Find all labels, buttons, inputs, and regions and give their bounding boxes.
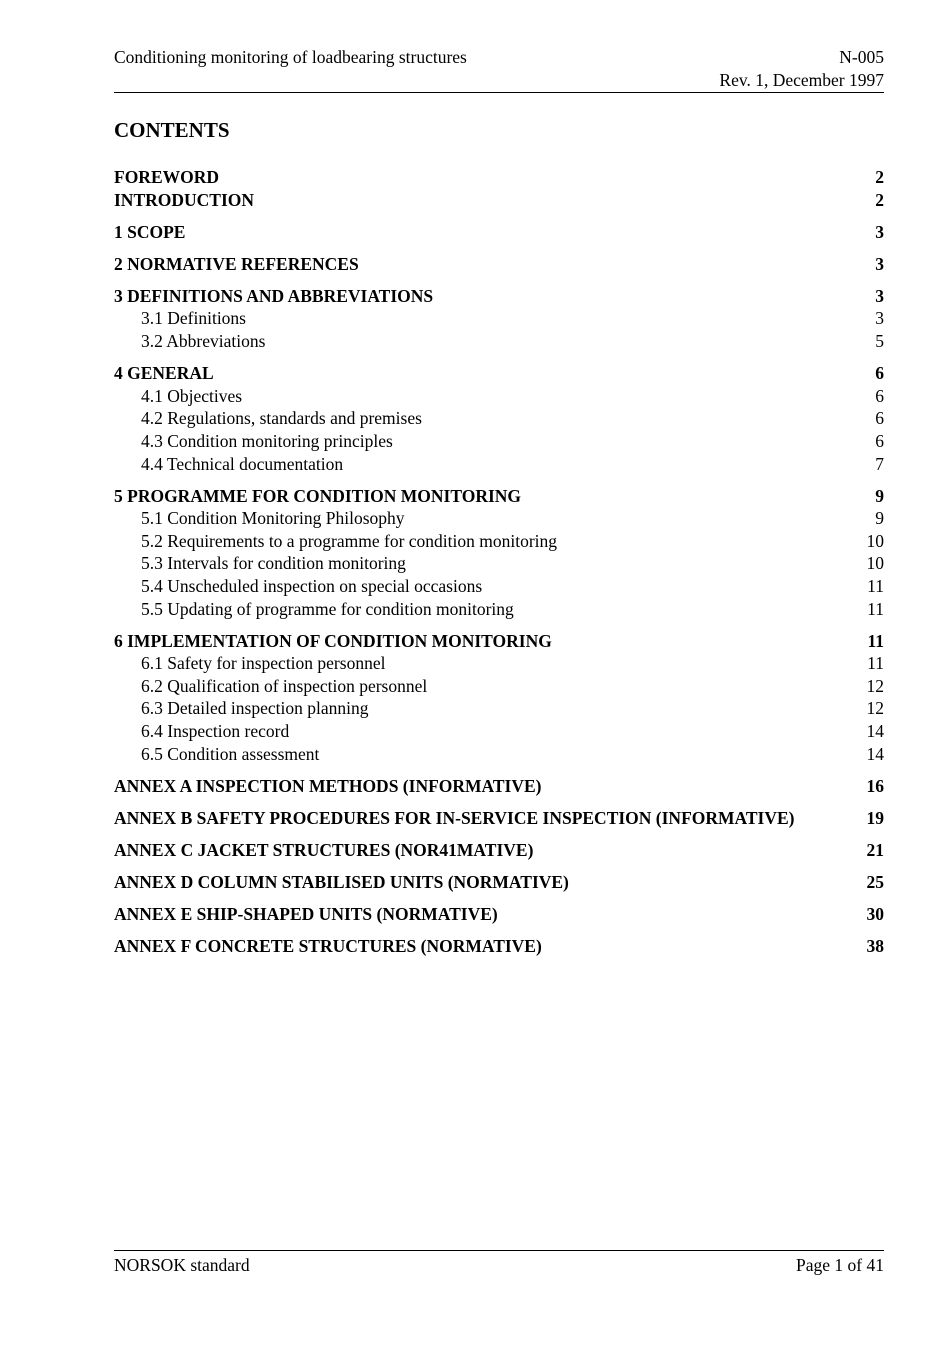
toc-subentry-page: 12 — [866, 675, 884, 696]
toc-subentry[interactable] — [114, 720, 884, 743]
toc-subentry-page: 11 — [867, 598, 884, 619]
toc-entry-page: 11 — [867, 630, 884, 651]
toc-entry-scope[interactable] — [114, 221, 884, 244]
toc-subentry-page: 11 — [867, 576, 884, 596]
toc-entry-page: 21 — [866, 839, 884, 860]
toc-entry-label: ANNEX B SAFETY PROCEDURES FOR IN-SERVICE INSPECTION (INFORMATIVE) — [114, 807, 795, 828]
toc-entry-label: ANNEX E SHIP-SHAPED UNITS (NORMATIVE) — [114, 904, 498, 925]
toc-entry-label: INTRODUCTION — [114, 189, 255, 210]
toc-subentry[interactable] — [114, 430, 884, 453]
toc-entry-normative-references[interactable] — [114, 253, 884, 276]
toc-subentry[interactable] — [114, 552, 884, 575]
toc-subentry-page: 6 — [875, 385, 884, 406]
footer-divider — [114, 1250, 884, 1251]
toc-entry-definitions[interactable] — [114, 285, 884, 308]
toc-subentry[interactable] — [114, 652, 884, 675]
toc-entry-label: 1 SCOPE — [114, 221, 186, 242]
toc-entry-page: 19 — [866, 807, 884, 828]
toc-entry-annex-e[interactable] — [114, 903, 884, 926]
toc-subentry-page: 6 — [875, 430, 884, 451]
toc-entry-label: 6 IMPLEMENTATION OF CONDITION MONITORING — [114, 630, 552, 651]
toc-entry-page: 3 — [875, 253, 884, 274]
toc-entry-page: 2 — [875, 189, 884, 210]
header-divider — [114, 92, 884, 93]
toc-entry-label: FOREWORD — [114, 167, 219, 187]
toc-subentry[interactable] — [114, 598, 884, 621]
toc-subentry[interactable] — [114, 330, 884, 353]
toc-subentry-label: 6.4 Inspection record — [141, 721, 290, 742]
toc-subentry[interactable] — [114, 530, 884, 553]
toc-entry-page: 30 — [866, 904, 884, 925]
toc-subentry-label: 6.2 Qualification of inspection personnel — [141, 675, 428, 696]
toc-subentry-page: 14 — [866, 721, 884, 742]
toc-subentry-page: 7 — [875, 453, 884, 474]
toc-entry-page: 25 — [866, 872, 884, 893]
toc-entry-page: 38 — [866, 936, 884, 957]
toc-subentry-label: 6.5 Condition assessment — [141, 743, 320, 764]
toc-entry-page: 9 — [875, 485, 884, 506]
toc-entry-annex-a[interactable] — [114, 775, 884, 798]
toc-subentry[interactable] — [114, 307, 884, 330]
toc-entry-label: ANNEX A INSPECTION METHODS (INFORMATIVE) — [114, 775, 542, 796]
toc-subentry-label: 3.2 Abbreviations — [141, 331, 266, 352]
toc-subentry-page: 9 — [875, 508, 884, 529]
toc-entry-label: 5 PROGRAMME FOR CONDITION MONITORING — [114, 485, 522, 506]
toc-subentry-label: 5.3 Intervals for condition monitoring — [141, 553, 406, 574]
toc-entry-page: 2 — [875, 167, 884, 187]
toc-subentry-page: 3 — [875, 308, 884, 329]
toc-subentry[interactable] — [114, 575, 884, 598]
toc-entry-annex-b[interactable] — [114, 807, 884, 830]
toc-entry-implementation[interactable] — [114, 630, 884, 653]
toc-subentry-label: 4.4 Technical documentation — [141, 453, 344, 474]
toc-entry-annex-d[interactable] — [114, 871, 884, 894]
document-number: N-005 — [839, 47, 884, 67]
toc-entry-introduction[interactable] — [114, 189, 884, 212]
toc-subentry[interactable] — [114, 507, 884, 530]
document-title: Conditioning monitoring of loadbearing structures — [114, 47, 467, 67]
toc-subentry-label: 5.5 Updating of programme for condition monitoring — [141, 598, 514, 619]
toc-subentry-page: 10 — [866, 530, 884, 551]
toc-subentry[interactable] — [114, 407, 884, 430]
page-footer — [114, 1254, 884, 1277]
page-indicator: Page 1 of 41 — [796, 1255, 884, 1275]
toc-entry-label: 4 GENERAL — [114, 363, 214, 384]
toc-entry-label: ANNEX C JACKET STRUCTURES (NOR41MATIVE) — [114, 839, 534, 860]
toc-entry-general[interactable] — [114, 362, 884, 385]
toc-entry-programme[interactable] — [114, 485, 884, 508]
toc-entry-annex-c[interactable] — [114, 839, 884, 862]
toc-entry-label: 2 NORMATIVE REFERENCES — [114, 253, 359, 274]
toc-entry-page: 3 — [875, 221, 884, 242]
page-header — [114, 46, 884, 91]
table-of-contents — [114, 166, 884, 958]
toc-subentry-page: 12 — [866, 698, 884, 719]
toc-subentry-label: 4.1 Objectives — [141, 385, 243, 406]
toc-subentry-label: 6.1 Safety for inspection personnel — [141, 653, 386, 674]
toc-subentry-label: 6.3 Detailed inspection planning — [141, 698, 369, 719]
toc-subentry-page: 5 — [875, 331, 884, 352]
toc-subentry[interactable] — [114, 743, 884, 766]
toc-subentry-page: 6 — [875, 408, 884, 429]
toc-subentry-label: 5.2 Requirements to a programme for condition monitoring — [141, 530, 558, 551]
standard-name: NORSOK standard — [114, 1255, 250, 1275]
toc-subentry-label: 4.2 Regulations, standards and premises — [141, 408, 422, 429]
toc-entry-annex-f[interactable] — [114, 935, 884, 958]
toc-subentry-label: 5.4 Unscheduled inspection on special occasions — [141, 576, 483, 596]
toc-subentry-label: 4.3 Condition monitoring principles — [141, 430, 393, 451]
toc-entry-page: 3 — [875, 285, 884, 306]
revision-info: Rev. 1, December 1997 — [719, 69, 884, 90]
toc-subentry-page: 10 — [866, 553, 884, 574]
toc-subentry-page: 14 — [866, 743, 884, 764]
document-page — [114, 0, 884, 1345]
toc-subentry-label: 3.1 Definitions — [141, 308, 246, 329]
toc-subentry[interactable] — [114, 385, 884, 408]
toc-entry-label: ANNEX D COLUMN STABILISED UNITS (NORMATIVE) — [114, 872, 569, 893]
toc-subentry[interactable] — [114, 675, 884, 698]
toc-subentry[interactable] — [114, 453, 884, 476]
toc-entry-page: 6 — [875, 363, 884, 384]
toc-subentry-page: 11 — [867, 653, 884, 674]
toc-entry-label: 3 DEFINITIONS AND ABBREVIATIONS — [114, 285, 434, 306]
toc-subentry-label: 5.1 Condition Monitoring Philosophy — [141, 508, 405, 529]
toc-entry-foreword[interactable] — [114, 166, 884, 189]
toc-entry-page: 16 — [866, 775, 884, 796]
toc-subentry[interactable] — [114, 697, 884, 720]
toc-entry-label: ANNEX F CONCRETE STRUCTURES (NORMATIVE) — [114, 936, 542, 957]
contents-heading: CONTENTS — [114, 118, 230, 142]
